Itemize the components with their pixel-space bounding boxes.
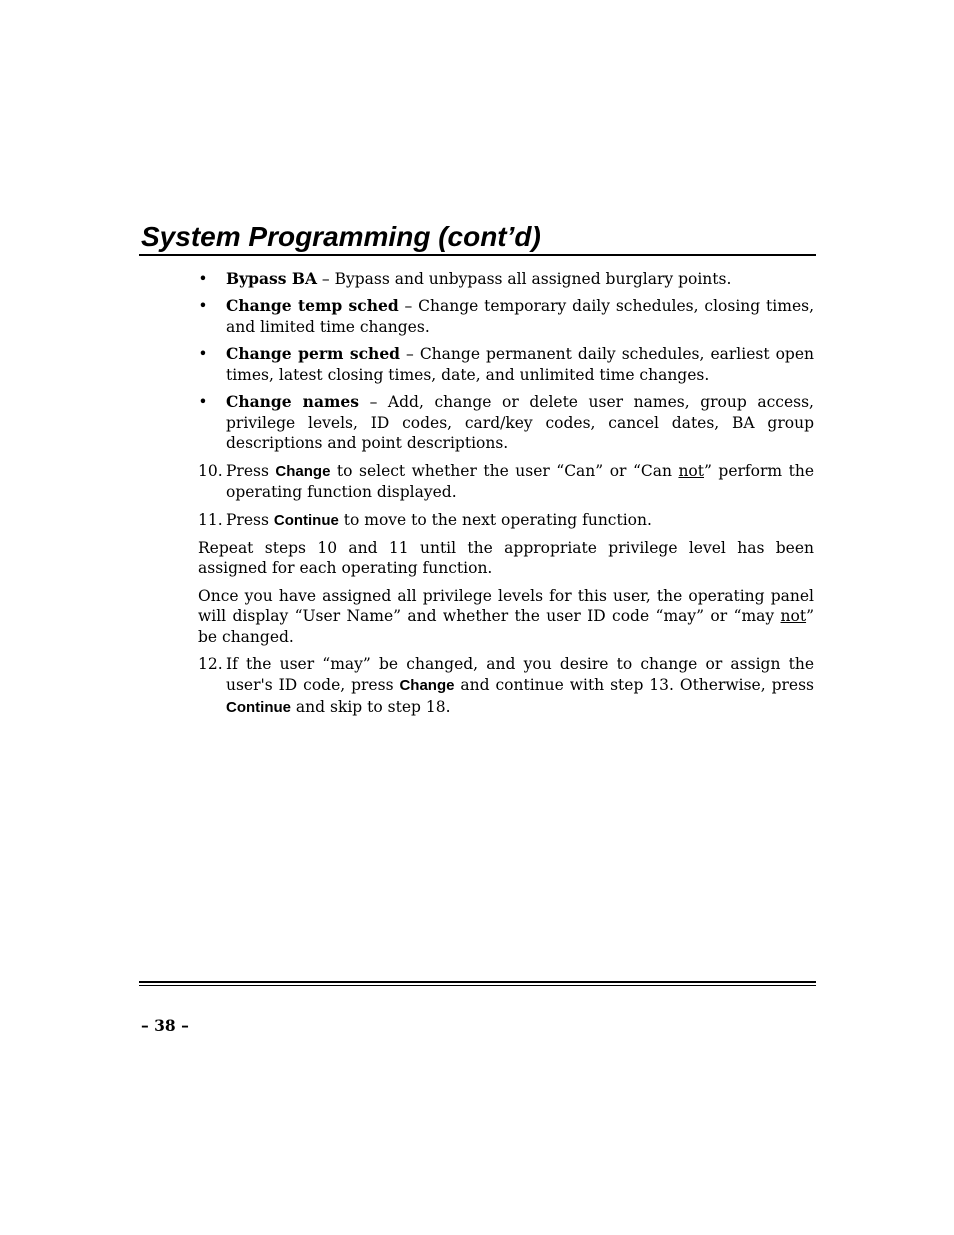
list-item-change-perm-sched [198, 344, 814, 385]
paragraph-text: ” be changed. [198, 607, 814, 647]
title-underline-rule [139, 254, 816, 256]
step-number: 12. [198, 655, 223, 674]
footer-rule-thin [139, 985, 816, 986]
step-10 [198, 461, 814, 503]
list-item-change-names [198, 392, 814, 454]
paragraph-user-name-prompt [198, 586, 814, 648]
description-bypass-ba: – Bypass and unbypass all assigned burglary points. [316, 270, 732, 288]
step-11 [198, 510, 814, 532]
paragraph-repeat-steps: Repeat steps 10 and 11 until the appropriate privilege level has been assigned for each operating function. [198, 538, 814, 578]
description-change-perm-sched: – Change permanent daily schedules, earliest open times, latest closing times, date, and unlimited time changes. [226, 345, 814, 384]
bullet-glyph: • [198, 270, 208, 288]
term-bypass-ba: Bypass BA [226, 269, 317, 288]
continue-key-label: Continue [273, 511, 339, 529]
step-12 [198, 654, 814, 718]
step-text: Press [226, 510, 274, 529]
bullet-glyph: • [198, 345, 208, 364]
step-text: If the user “may” be changed, and you desire to change or assign the user's ID code, press [226, 655, 814, 694]
list-item-bypass-ba [198, 269, 814, 290]
footer-rule-thick [139, 981, 816, 983]
step-text: Press [226, 461, 276, 480]
paragraph-text: Once you have assigned all privilege levels for this user, the operating panel will display “User Name” and whether the user ID code “may” or “may [198, 586, 814, 626]
step-text: and skip to step 18. [291, 697, 451, 716]
page-number: – 38 – [141, 1016, 189, 1035]
description-change-temp-sched: – Change temporary daily schedules, closing times, and limited time changes. [226, 297, 814, 336]
step-text: to select whether the user “Can” or “Can [330, 461, 679, 480]
step-text: ” perform the operating function displayed. [226, 461, 814, 502]
page-body [198, 269, 814, 725]
list-item-change-temp-sched [198, 296, 814, 337]
page-title: System Programming (cont’d) [141, 221, 541, 252]
step-number: 11. [198, 510, 223, 529]
term-change-names: Change names [226, 392, 359, 412]
step-number: 10. [198, 461, 223, 480]
step-text: to move to the next operating function. [338, 510, 652, 529]
emphasis-not: not [780, 607, 807, 626]
description-change-names: – Add, change or delete user names, group access, privilege levels, ID codes, card/key codes, cancel dates, BA group descriptions and point descriptions. [226, 393, 814, 453]
emphasis-not: not [678, 461, 704, 480]
term-change-temp-sched: Change temp sched [226, 296, 399, 316]
change-key-label: Change [399, 676, 455, 694]
term-change-perm-sched: Change perm sched [226, 344, 401, 364]
bullet-glyph: • [198, 297, 208, 316]
step-text: and continue with step 13. Otherwise, press [454, 675, 814, 694]
continue-key-label: Continue [226, 698, 291, 716]
change-key-label: Change [275, 462, 331, 480]
bullet-glyph: • [198, 393, 208, 412]
